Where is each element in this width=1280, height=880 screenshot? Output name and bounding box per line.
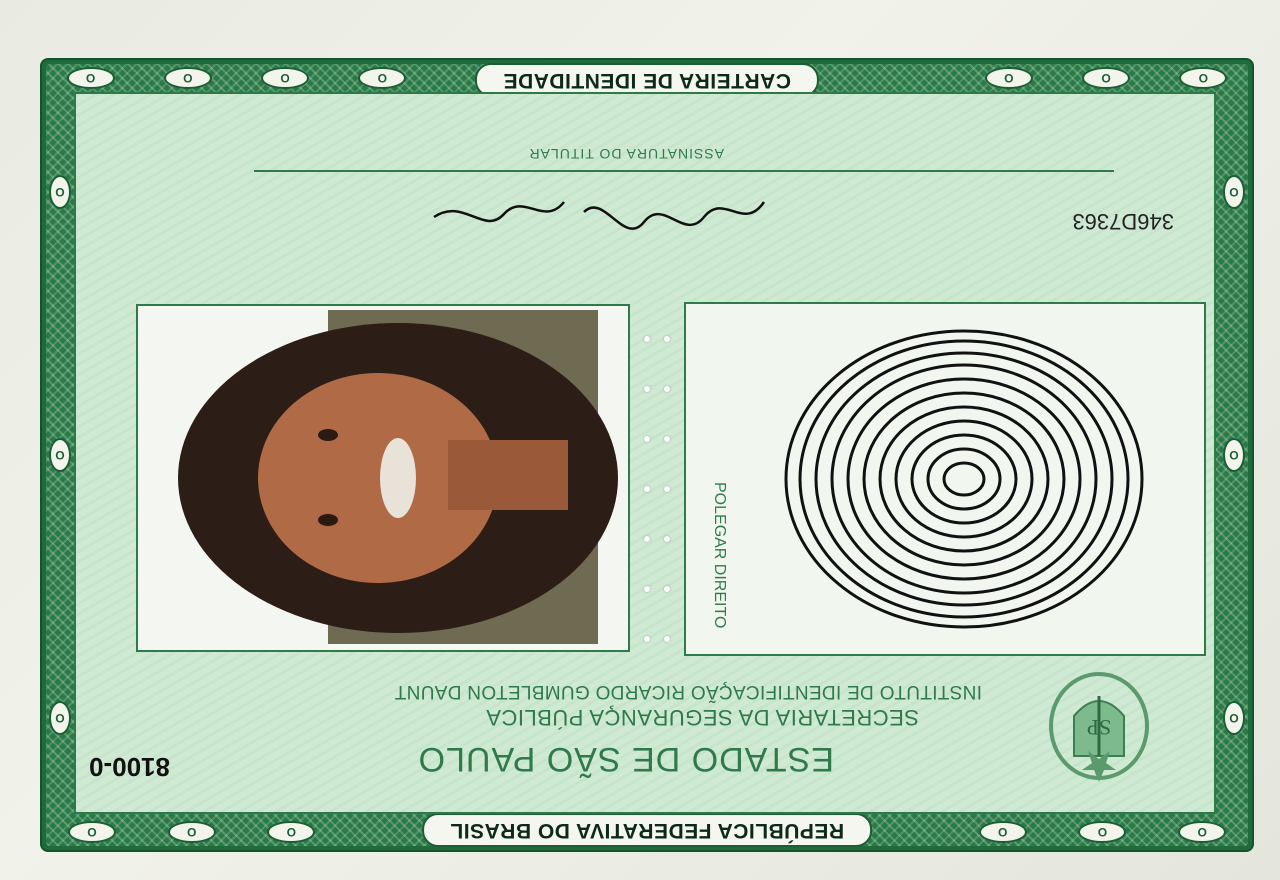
signature-label: ASSINATURA DO TITULAR (528, 146, 724, 162)
oval-mark: O (979, 821, 1027, 843)
fingerprint-icon (686, 304, 1204, 654)
signature-line (254, 170, 1114, 172)
oval-mark: O (1082, 67, 1130, 89)
oval-mark: O (267, 821, 315, 843)
oval-mark: O (261, 67, 309, 89)
portrait-photo (138, 306, 628, 650)
oval-mark: O (1078, 821, 1126, 843)
oval-mark: O (164, 67, 212, 89)
institute-name: INSTITUTO DE IDENTIFICAÇÃO RICARDO GUMBLETON DAUNT (394, 681, 982, 702)
photo-box (136, 304, 630, 652)
oval-mark: O (985, 67, 1033, 89)
oval-mark: O (1178, 821, 1226, 843)
thumb-label: POLEGAR DIREITO (711, 482, 728, 629)
oval-mark: O (1179, 67, 1227, 89)
oval-mark: O (1223, 175, 1245, 209)
card-frame (42, 60, 1252, 850)
oval-mark: O (49, 701, 71, 735)
coat-of-arms-icon (1044, 666, 1154, 786)
oval-mark: O (1223, 701, 1245, 735)
oval-mark: O (168, 821, 216, 843)
oval-mark: O (68, 821, 116, 843)
bottom-banner: CARTEIRA DE IDENTIDADE (475, 63, 819, 97)
state-name: ESTADO DE SÃO PAULO (417, 740, 834, 778)
oval-mark: O (49, 175, 71, 209)
right-oval-column (42, 60, 78, 850)
serial-number: 8100-0 (89, 752, 170, 782)
top-banner: REPÚBLICA FEDERATIVA DO BRASIL (422, 813, 872, 847)
oval-mark: O (49, 438, 71, 472)
rg-code: 346D7363 (1072, 209, 1174, 234)
oval-mark: O (67, 67, 115, 89)
seal-text: SP (1086, 715, 1112, 740)
oval-mark: O (1223, 438, 1245, 472)
id-card (12, 22, 1268, 868)
oval-mark: O (358, 67, 406, 89)
fingerprint-box (684, 302, 1206, 656)
signature-icon (414, 182, 774, 242)
left-oval-column (1216, 60, 1252, 850)
card-inner-panel (74, 92, 1216, 814)
secretariat-name: SECRETARIA DA SEGURANÇA PÚBLICA (485, 705, 919, 730)
perforation-pattern (634, 312, 674, 652)
